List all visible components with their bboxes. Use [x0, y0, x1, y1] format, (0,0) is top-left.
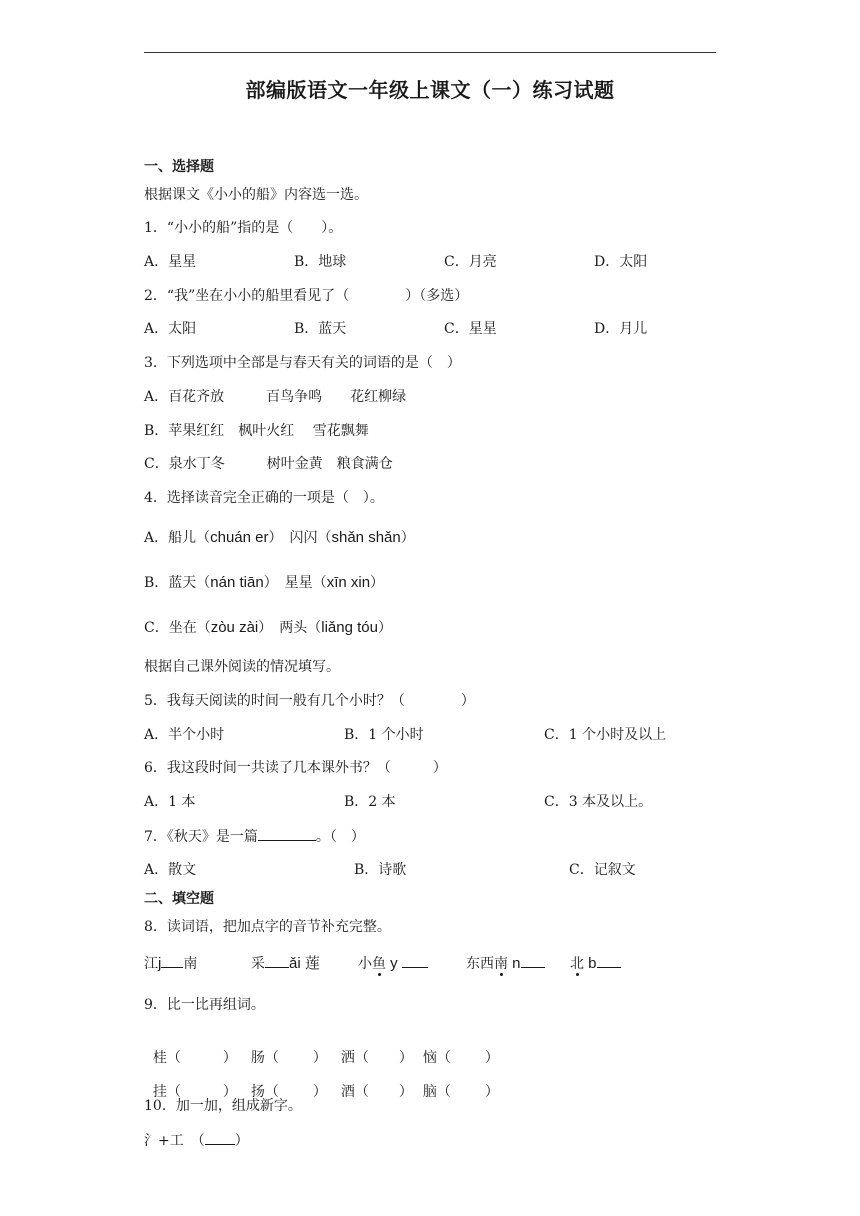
- answer-blank[interactable]: [521, 953, 545, 968]
- option-b[interactable]: [144, 573, 384, 593]
- question-stem: 5．我每天阅读的时间一般有几个小时？（ ）: [144, 693, 475, 709]
- option-c[interactable]: C．1 个小时及以上: [544, 727, 667, 743]
- answer-blank[interactable]: [205, 1130, 235, 1145]
- option-text: ）: [377, 620, 392, 636]
- section-heading: 一、选择题: [144, 159, 214, 175]
- option-d[interactable]: D．太阳: [594, 254, 648, 270]
- option-c[interactable]: C．月亮: [444, 254, 497, 270]
- char-close: ）: [484, 1050, 499, 1066]
- answer-blank[interactable]: [597, 953, 621, 968]
- char-open: 挂（: [152, 1084, 181, 1100]
- dotted-char: 鱼: [372, 956, 386, 972]
- option-text: ） 星星（: [263, 575, 327, 591]
- option-text: ） 两头（: [258, 620, 322, 636]
- option-text: ） 闪闪（: [268, 530, 332, 546]
- option-text: A．船儿（: [144, 530, 211, 546]
- compose-text: 氵+工 （: [144, 1133, 205, 1149]
- option-c[interactable]: [144, 618, 392, 638]
- question-stem: 10．加一加，组成新字。: [144, 1098, 302, 1114]
- option-a[interactable]: A．散文: [144, 862, 197, 878]
- char-open: 酒（: [340, 1084, 369, 1100]
- answer-blank[interactable]: [265, 953, 289, 968]
- pinyin: chuán er: [210, 529, 269, 546]
- pinyin: ǎi 莲: [289, 955, 320, 972]
- fill-word: [466, 953, 545, 974]
- word-text: 南: [183, 956, 198, 972]
- char-close: ）: [222, 1084, 237, 1100]
- dotted-char: 南: [494, 956, 508, 972]
- header-rule: [144, 52, 716, 53]
- option-b[interactable]: B．1 个小时: [344, 727, 424, 743]
- option-a[interactable]: A．太阳: [144, 321, 197, 337]
- char-close: ）: [398, 1084, 413, 1100]
- option-a[interactable]: [144, 528, 415, 548]
- option-text: ）: [370, 575, 385, 591]
- char-open: 扬（: [250, 1084, 279, 1100]
- option-b[interactable]: B．2 本: [344, 794, 396, 810]
- dotted-char: 北: [570, 956, 584, 972]
- pinyin: zòu zài: [210, 619, 259, 636]
- answer-blank[interactable]: [161, 953, 183, 968]
- question-stem: 2．“我”坐在小小的船里看见了（ ）（多选）: [144, 288, 469, 304]
- section-intro: 根据自己课外阅读的情况填写。: [144, 659, 340, 675]
- page-title: 部编版语文一年级上课文（一）练习试题: [245, 78, 615, 102]
- fill-word: [144, 953, 197, 974]
- question-stem: 9．比一比再组词。: [144, 997, 265, 1013]
- option-b[interactable]: B．蓝天: [294, 321, 347, 337]
- option-text: B．蓝天（: [144, 575, 211, 591]
- option-c[interactable]: C．星星: [444, 321, 497, 337]
- pinyin: liǎng tóu: [321, 619, 378, 636]
- compose-item: [144, 1130, 249, 1151]
- option-c[interactable]: C．记叙文: [569, 862, 636, 878]
- char-open: 洒（: [340, 1050, 369, 1066]
- option-c[interactable]: C．泉水丁冬 树叶金黄 粮食满仓: [144, 456, 393, 472]
- question-stem: [144, 826, 365, 847]
- answer-blank[interactable]: [402, 953, 428, 968]
- char-close: ）: [312, 1084, 327, 1100]
- pinyin: b: [584, 955, 597, 972]
- option-b[interactable]: B．地球: [294, 254, 347, 270]
- question-stem: 1．“小小的船”指的是（ ）。: [144, 220, 343, 236]
- option-a[interactable]: A．半个小时: [144, 727, 225, 743]
- char-close: ）: [222, 1050, 237, 1066]
- char-open: 恼（: [422, 1050, 451, 1066]
- char-close: ）: [484, 1084, 499, 1100]
- answer-blank[interactable]: [258, 826, 316, 841]
- char-close: ）: [312, 1050, 327, 1066]
- option-a[interactable]: A．1 本: [144, 794, 196, 810]
- question-stem: 4．选择读音完全正确的一项是（ ）。: [144, 490, 384, 506]
- section-intro: 根据课文《小小的船》内容选一选。: [144, 187, 368, 203]
- pinyin: y: [386, 955, 398, 972]
- char-open: 脑（: [422, 1084, 451, 1100]
- fill-word: [251, 953, 320, 974]
- stem-text: 。（ ）: [315, 829, 365, 845]
- char-open: 桂（: [152, 1050, 181, 1066]
- question-stem: 6．我这段时间一共读了几本课外书？（ ）: [144, 760, 447, 776]
- option-b[interactable]: B．诗歌: [354, 862, 407, 878]
- pinyin: shǎn shǎn: [331, 529, 401, 546]
- option-c[interactable]: C．3 本及以上。: [544, 794, 653, 810]
- word-text: 小: [358, 956, 372, 972]
- option-a[interactable]: A．星星: [144, 254, 197, 270]
- option-text: C．坐在（: [144, 620, 211, 636]
- question-stem: 3．下列选项中全部是与春天有关的词语的是（ ）: [144, 355, 461, 371]
- pinyin: xīn xin: [326, 574, 371, 591]
- word-text: 采: [251, 956, 265, 972]
- fill-word: [570, 953, 621, 974]
- compose-text: ）: [234, 1133, 249, 1149]
- pinyin: nán tiān: [210, 574, 264, 591]
- question-stem: 8．读词语，把加点字的音节补充完整。: [144, 919, 391, 935]
- option-b[interactable]: B．苹果红红 枫叶火红 雪花飘舞: [144, 423, 369, 439]
- word-text: 东西: [466, 956, 494, 972]
- option-text: ）: [400, 530, 415, 546]
- section-heading: 二、填空题: [144, 891, 214, 907]
- option-a[interactable]: A．百花齐放 百鸟争鸣 花红柳绿: [144, 389, 407, 405]
- stem-text: 7．《秋天》是一篇: [144, 829, 258, 845]
- pinyin: n: [508, 955, 521, 972]
- char-close: ）: [398, 1050, 413, 1066]
- option-d[interactable]: D．月儿: [594, 321, 648, 337]
- char-open: 肠（: [250, 1050, 279, 1066]
- pinyin: j: [158, 955, 162, 972]
- word-text: 江: [144, 956, 158, 972]
- fill-word: [358, 953, 428, 974]
